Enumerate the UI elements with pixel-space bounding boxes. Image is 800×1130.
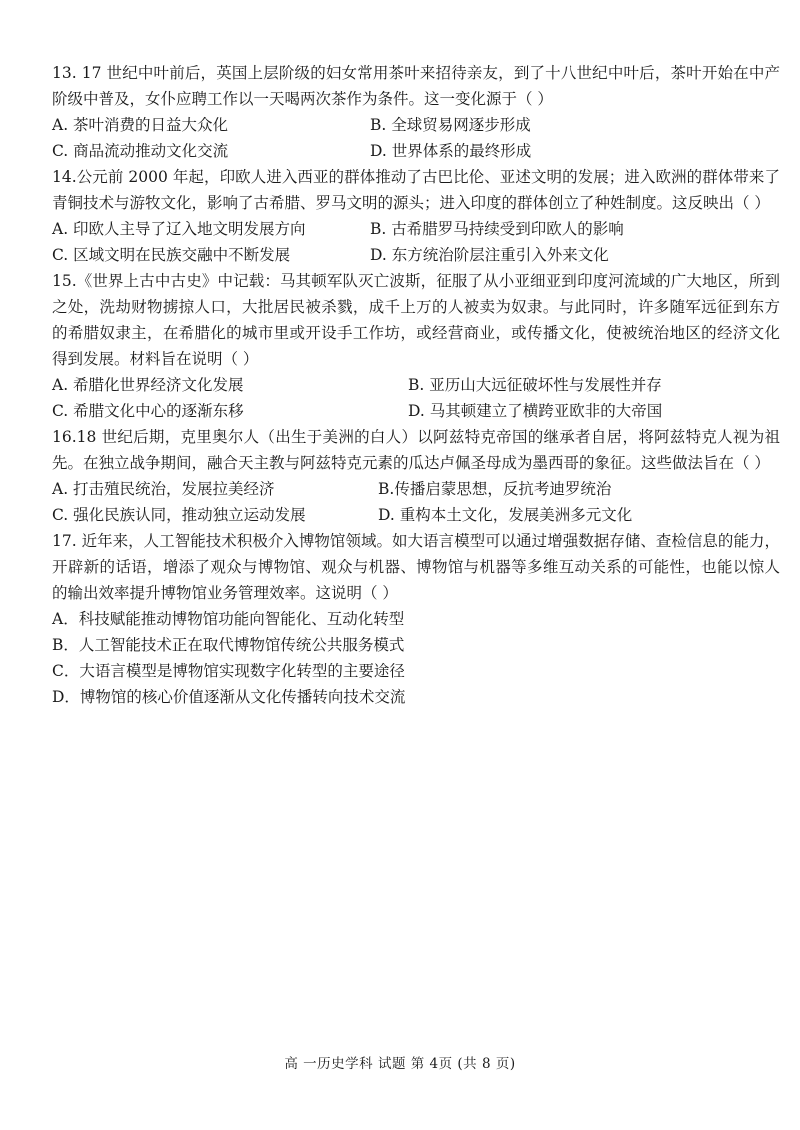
options [52, 476, 780, 528]
option-d[interactable]: D. 重构本土文化，发展美洲多元文化 [378, 506, 633, 524]
page-footer: 高 一历史学科 试题 第 4页 (共 8 页) [284, 1056, 516, 1072]
question-17 [52, 528, 780, 710]
question-stem: 17. 近年来，人工智能技术积极介入博物馆领域。如大语言模型可以通过增强数据存储、查检信息的能力，开辟新的话语，增添了观众与博物馆、观众与机器、博物馆与机器等多维互动关系的可能性，也能以惊人的输出效率提升博物馆业务管理效率。这说明（ ） [52, 532, 780, 602]
option-b[interactable]: B. 亚历山大远征破坏性与发展性并存 [408, 376, 662, 394]
question-stem: 13. 17 世纪中叶前后，英国上层阶级的妇女常用茶叶来招待亲友，到了十八世纪中叶后，茶叶开始在中产阶级中普及，女仆应聘工作以一天喝两次茶作为条件。这一变化源于（ ） [52, 64, 780, 108]
option-c[interactable]: C. 希腊文化中心的逐渐东移 [52, 402, 244, 420]
exam-page [52, 60, 780, 710]
option-b[interactable]: B.传播启蒙思想，反抗考迪罗统治 [378, 480, 612, 498]
option-a[interactable]: A. 希腊化世界经济文化发展 [52, 376, 244, 394]
question-15 [52, 268, 780, 424]
option-d[interactable]: D. 东方统治阶层注重引入外来文化 [370, 246, 609, 264]
options [52, 112, 780, 164]
option-d[interactable]: D. 世界体系的最终形成 [370, 142, 532, 160]
option-c[interactable]: C. 商品流动推动文化交流 [52, 142, 229, 160]
option-a[interactable]: A. 印欧人主导了辽入地文明发展方向 [52, 220, 306, 238]
question-stem: 14.公元前 2000 年起，印欧人进入西亚的群体推动了古巴比伦、亚述文明的发展；进入欧洲的群体带来了青铜技术与游牧文化，影响了古希腊、罗马文明的源头；进入印度的群体创立了种姓制度。这反映出（ ） [52, 168, 780, 212]
option-c[interactable]: C. 区域文明在民族交融中不断发展 [52, 246, 291, 264]
question-stem: 16.18 世纪后期，克里奥尔人（出生于美洲的白人）以阿兹特克帝国的继承者自居，将阿兹特克人视为祖先。在独立战争期间，融合天主教与阿兹特克元素的瓜达卢佩圣母成为墨西哥的象征。这些做法旨在（ ） [52, 428, 780, 472]
option-d[interactable]: D．博物馆的核心价值逐渐从文化传播转向技术交流 [52, 688, 406, 706]
option-b[interactable]: B. 古希腊罗马持续受到印欧人的影响 [370, 220, 624, 238]
option-c[interactable]: C．大语言模型是博物馆实现数字化转型的主要途径 [52, 662, 405, 680]
option-a[interactable]: A．科技赋能推动博物馆功能向智能化、互动化转型 [52, 610, 405, 628]
question-16 [52, 424, 780, 528]
option-c[interactable]: C. 强化民族认同，推动独立运动发展 [52, 506, 306, 524]
option-b[interactable]: B. 全球贸易网逐步形成 [370, 116, 531, 134]
question-13 [52, 60, 780, 164]
options [52, 216, 780, 268]
option-a[interactable]: A. 茶叶消费的日益大众化 [52, 116, 229, 134]
options [52, 372, 780, 424]
option-a[interactable]: A. 打击殖民统治，发展拉美经济 [52, 480, 275, 498]
option-b[interactable]: B．人工智能技术正在取代博物馆传统公共服务模式 [52, 636, 405, 654]
question-stem: 15.《世界上古中古史》中记载：马其顿军队灭亡波斯，征服了从小亚细亚到印度河流域的广大地区，所到之处，洗劫财物掳掠人口，大批居民被杀戮，成千上万的人被卖为奴隶。与此同时，许多随军远征到东方的希腊奴隶主，在希腊化的城市里或开设手工作坊，或经营商业，或传播文化，使被统治地区的经济文化得到发展。材料旨在说明（ ） [52, 272, 780, 368]
options [52, 606, 780, 710]
option-d[interactable]: D. 马其顿建立了横跨亚欧非的大帝国 [408, 402, 663, 420]
question-14 [52, 164, 780, 268]
